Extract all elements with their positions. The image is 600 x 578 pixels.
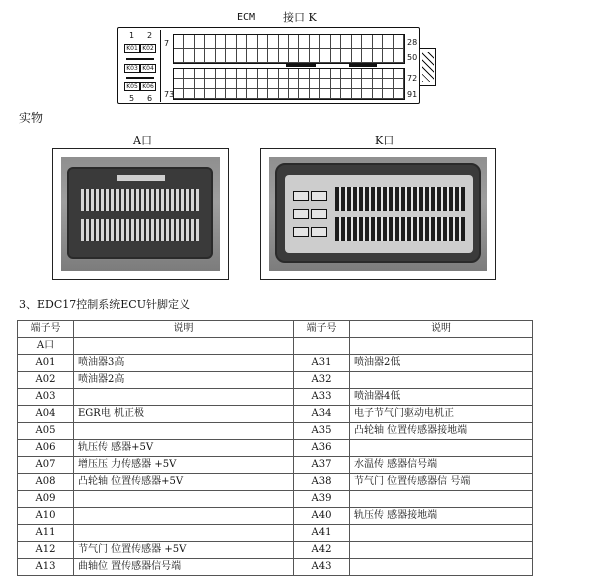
pin-slot [383, 49, 393, 63]
pin-slot [299, 79, 309, 89]
pin-slot [394, 89, 404, 99]
table-row [18, 491, 533, 508]
pin-slot [289, 89, 299, 99]
pin-slot [331, 35, 341, 49]
pin-slot [320, 49, 330, 63]
pin-slot [331, 49, 341, 63]
lock-bar [349, 64, 377, 67]
photo-k-connector [269, 157, 487, 271]
terminal-code: A38 [294, 474, 350, 491]
pin-slot [174, 35, 184, 49]
pin-slot [289, 69, 299, 79]
pin-slot [352, 35, 362, 49]
pin-slot [195, 49, 205, 63]
pin-slot [289, 35, 299, 49]
pin-slot [226, 35, 236, 49]
terminal-description: 凸轮轴 位置传感器接地端 [350, 423, 533, 440]
pin-slot [383, 69, 393, 79]
table-row [18, 457, 533, 474]
k-pin-square [311, 209, 327, 219]
terminal-code: A36 [294, 440, 350, 457]
pin-slot [237, 89, 247, 99]
pin-slot [299, 35, 309, 49]
pin-slot [184, 35, 194, 49]
terminal-code: A13 [18, 559, 74, 576]
terminal-code: A01 [18, 355, 74, 372]
connector-k-pins-upper [335, 187, 465, 211]
terminal-code: A40 [294, 508, 350, 525]
pin-slot [289, 79, 299, 89]
pin-slot [247, 79, 257, 89]
pin-slot [268, 49, 278, 63]
pin-slot [205, 69, 215, 79]
pin-slot [320, 35, 330, 49]
pin-slot [310, 79, 320, 89]
pin-slot [279, 69, 289, 79]
pin-slot [320, 69, 330, 79]
pin-number-28: 28 [407, 38, 418, 47]
pin-slot [216, 79, 226, 89]
terminal-description: 轨压传 感器+5V [74, 440, 294, 457]
pin-slot [310, 35, 320, 49]
pin-slot [279, 35, 289, 49]
terminal-description [74, 423, 294, 440]
table-row [18, 474, 533, 491]
terminal-description [350, 491, 533, 508]
terminal-description: 节气门 位置传感器信 号端 [350, 474, 533, 491]
pin-slot [258, 35, 268, 49]
pin-slot [258, 69, 268, 79]
pin-slot [373, 49, 383, 63]
pin-slot [352, 49, 362, 63]
pin-definition-table [17, 320, 533, 576]
pin-slot [279, 49, 289, 63]
pin-slot [174, 49, 184, 63]
pin-slot [247, 49, 257, 63]
terminal-description: 凸轮轴 位置传感器+5V [74, 474, 294, 491]
k-cell-k04: K04 [140, 64, 156, 73]
pin-slot [205, 35, 215, 49]
k-cell-k02: K02 [140, 44, 156, 53]
pin-slot [299, 49, 309, 63]
pin-slot [394, 69, 404, 79]
terminal-code: A33 [294, 389, 350, 406]
pin-slot [394, 49, 404, 63]
photo-a-connector [61, 157, 220, 271]
photo-frame-k [260, 148, 496, 280]
pin-slot [341, 79, 351, 89]
pin-slot [299, 69, 309, 79]
terminal-description: 轨压传 感器接地端 [350, 508, 533, 525]
pin-slot [237, 35, 247, 49]
table-row [18, 406, 533, 423]
connector-label: 接口 K [283, 11, 317, 24]
table-row [18, 389, 533, 406]
terminal-code: A06 [18, 440, 74, 457]
pin-slot [226, 49, 236, 63]
terminal-description [74, 525, 294, 542]
table-row [18, 508, 533, 525]
pin-slot [216, 69, 226, 79]
k-pin-square [311, 191, 327, 201]
photo-label-k: K口 [375, 134, 395, 147]
pin-slot [205, 89, 215, 99]
pin-slot [205, 49, 215, 63]
connector-a-pins-lower [81, 219, 199, 241]
table-row [18, 559, 533, 576]
pin-slot [279, 79, 289, 89]
terminal-description: 水温传 感器信号端 [350, 457, 533, 474]
pin-slot [362, 69, 372, 79]
pin-number-73: 73 [164, 90, 175, 99]
pin-slot [195, 35, 205, 49]
pin-slot [383, 35, 393, 49]
pin-slot [268, 89, 278, 99]
pin-slot [195, 69, 205, 79]
pin-slot [258, 89, 268, 99]
pin-slot [373, 79, 383, 89]
terminal-description [350, 559, 533, 576]
pin-slot [247, 69, 257, 79]
pin-slot [373, 89, 383, 99]
table-group-row [18, 338, 533, 355]
pin-slot [258, 49, 268, 63]
table-header-row [18, 321, 533, 338]
column-header-description: 说明 [350, 321, 533, 338]
photo-frame-a [52, 148, 229, 280]
k-pin-square [293, 227, 309, 237]
pin-slot [205, 79, 215, 89]
k-pin-square [293, 191, 309, 201]
k-cell-k05: K05 [124, 82, 140, 91]
connector-k-face [285, 175, 473, 253]
terminal-description: 节气门 位置传感器 +5V [74, 542, 294, 559]
pin-slot [373, 35, 383, 49]
pin-slot [195, 89, 205, 99]
pin-slot [289, 49, 299, 63]
column-header-description: 说明 [74, 321, 294, 338]
pin-slot [383, 79, 393, 89]
pin-number-1: 1 [129, 31, 135, 40]
pin-slot [362, 89, 372, 99]
pin-slot [331, 89, 341, 99]
section-photo-label: 实物 [19, 111, 44, 125]
pin-slot [174, 89, 184, 99]
key-bar [126, 77, 154, 79]
pin-slot [310, 69, 320, 79]
pin-number-91: 91 [407, 90, 418, 99]
pin-slot [184, 69, 194, 79]
k-cell-k03: K03 [124, 64, 140, 73]
pin-number-2: 2 [147, 31, 153, 40]
pin-slot [362, 49, 372, 63]
column-header-terminal: 端子号 [294, 321, 350, 338]
photo-label-a: A口 [133, 134, 152, 147]
pin-slot [184, 89, 194, 99]
pin-number-5: 5 [129, 94, 135, 103]
terminal-code: A35 [294, 423, 350, 440]
pin-slot [184, 79, 194, 89]
pin-slot [310, 49, 320, 63]
pin-slot [268, 69, 278, 79]
terminal-description: 喷油器4低 [350, 389, 533, 406]
pin-slot [237, 69, 247, 79]
pin-slot [394, 35, 404, 49]
pin-slot [184, 49, 194, 63]
terminal-code: A34 [294, 406, 350, 423]
pin-slot [237, 79, 247, 89]
k-pin-square [293, 209, 309, 219]
column-header-terminal: 端子号 [18, 321, 74, 338]
terminal-description [350, 542, 533, 559]
connector-k-pins-lower [335, 217, 465, 241]
pin-slot [320, 79, 330, 89]
section-title: 3、EDC17控制系统ECU针脚定义 [19, 298, 190, 311]
terminal-description [350, 525, 533, 542]
pin-slot [237, 49, 247, 63]
table-row [18, 542, 533, 559]
pin-slot [383, 89, 393, 99]
terminal-description [74, 491, 294, 508]
pin-slot [174, 79, 184, 89]
key-bar [126, 58, 154, 60]
pin-slot [352, 89, 362, 99]
terminal-code: A32 [294, 372, 350, 389]
terminal-code: A07 [18, 457, 74, 474]
pin-grid-lower [173, 68, 405, 100]
pin-number-72: 72 [407, 74, 418, 83]
terminal-code: A10 [18, 508, 74, 525]
terminal-code: A05 [18, 423, 74, 440]
table-row [18, 372, 533, 389]
pin-grid-upper [173, 34, 405, 64]
connector-a-body [67, 167, 213, 259]
terminal-code: A42 [294, 542, 350, 559]
terminal-code: A02 [18, 372, 74, 389]
pin-slot [331, 79, 341, 89]
diagram-title: ECM [237, 12, 256, 23]
pin-slot [341, 49, 351, 63]
table-row [18, 355, 533, 372]
pin-slot [216, 89, 226, 99]
terminal-description: 喷油器2高 [74, 372, 294, 389]
terminal-code: A11 [18, 525, 74, 542]
terminal-description [74, 389, 294, 406]
k-cell-k01: K01 [124, 44, 140, 53]
terminal-description: 增压压 力传感器 +5V [74, 457, 294, 474]
pin-slot [226, 89, 236, 99]
terminal-description: 曲轴位 置传感器信号端 [74, 559, 294, 576]
pin-slot [341, 69, 351, 79]
latch-hatching [422, 52, 434, 82]
table-row [18, 525, 533, 542]
pin-slot [174, 69, 184, 79]
pin-slot [216, 35, 226, 49]
terminal-code: A37 [294, 457, 350, 474]
pin-slot [299, 89, 309, 99]
pin-slot [279, 89, 289, 99]
connector-k-body [275, 163, 481, 263]
pin-slot [373, 69, 383, 79]
connector-a-pins-upper [81, 189, 199, 211]
pin-slot [226, 69, 236, 79]
terminal-code: A08 [18, 474, 74, 491]
pin-slot [310, 89, 320, 99]
terminal-code: A12 [18, 542, 74, 559]
pin-number-6: 6 [147, 94, 153, 103]
table-row [18, 440, 533, 457]
terminal-code: A41 [294, 525, 350, 542]
pin-slot [394, 79, 404, 89]
pin-number-50: 50 [407, 53, 418, 62]
pin-slot [341, 35, 351, 49]
pin-slot [268, 79, 278, 89]
pin-slot [362, 35, 372, 49]
pin-slot [247, 35, 257, 49]
terminal-description [350, 440, 533, 457]
terminal-description: 电子节气门驱动电机正 [350, 406, 533, 423]
lock-bar [286, 64, 316, 67]
table-row [18, 423, 533, 440]
terminal-description: 喷油器2低 [350, 355, 533, 372]
pin-slot [341, 89, 351, 99]
terminal-description: 喷油器3高 [74, 355, 294, 372]
divider [160, 30, 161, 102]
terminal-code: A09 [18, 491, 74, 508]
pin-slot [268, 35, 278, 49]
terminal-description [74, 508, 294, 525]
terminal-code: A04 [18, 406, 74, 423]
k-cell-k06: K06 [140, 82, 156, 91]
pin-slot [258, 79, 268, 89]
pin-slot [352, 79, 362, 89]
terminal-code: A31 [294, 355, 350, 372]
terminal-description: EGR电 机正极 [74, 406, 294, 423]
group-label: A口 [18, 338, 74, 355]
terminal-code: A03 [18, 389, 74, 406]
k-pin-square [311, 227, 327, 237]
pin-slot [320, 89, 330, 99]
pin-slot [226, 79, 236, 89]
pin-slot [362, 79, 372, 89]
pin-slot [352, 69, 362, 79]
terminal-code: A39 [294, 491, 350, 508]
pin-slot [195, 79, 205, 89]
pin-slot [247, 89, 257, 99]
terminal-code: A43 [294, 559, 350, 576]
connector-a-label-plate [117, 175, 165, 181]
pin-slot [331, 69, 341, 79]
pin-number-7: 7 [164, 39, 170, 48]
terminal-description [350, 372, 533, 389]
pin-slot [216, 49, 226, 63]
